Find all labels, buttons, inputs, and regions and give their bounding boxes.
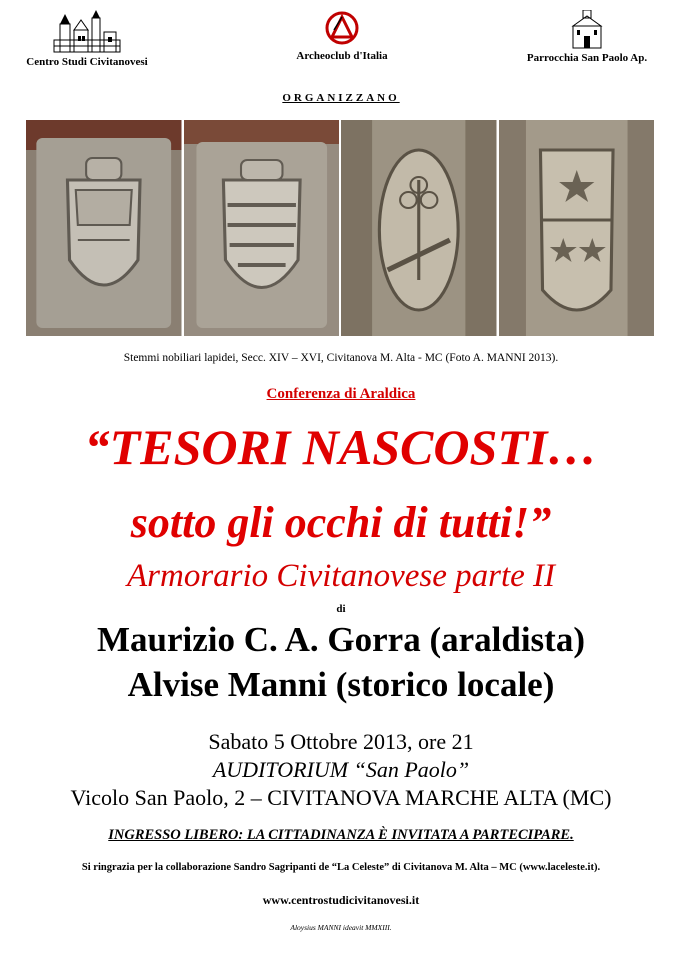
- website-link[interactable]: www.centrostudicivitanovesi.it: [262, 893, 420, 907]
- photo-caption: Stemmi nobiliari lapidei, Secc. XIV – XVI, Civitanova M. Alta - MC (Foto A. MANNI 2013).: [123, 352, 559, 364]
- organizzano-heading: ORGANIZZANO: [282, 92, 400, 104]
- acknowledgements: Si ringrazia per la collaborazione Sandro Sagripanti de “La Celeste” di Civitanova M. Alta – MC (www.laceleste.it).: [81, 862, 601, 873]
- coat-of-arms-photo-4: [499, 120, 655, 336]
- church-icon: [567, 10, 607, 50]
- coat-of-arms-photo-1: [26, 120, 182, 336]
- event-venue: AUDITORIUM “San Paolo”: [212, 757, 470, 782]
- organizer-parrocchia: [502, 10, 672, 64]
- title-line-3: Armorario Civitanovese parte II: [126, 558, 556, 594]
- organizer-centro-studi: [12, 10, 162, 68]
- by-label: di: [336, 603, 346, 615]
- title-line-1: “TESORI NASCOSTI…: [84, 419, 598, 475]
- organizer-right-name: Parrocchia San Paolo Ap.: [526, 52, 648, 64]
- archeoclub-logo-icon: [324, 10, 360, 48]
- speaker-1: Maurizio C. A. Gorra (araldista): [97, 620, 585, 659]
- coats-of-arms-photos: [26, 120, 654, 336]
- organizer-left-name: Centro Studi Civitanovesi: [26, 56, 148, 68]
- free-entry-notice: INGRESSO LIBERO: LA CITTADINANZA È INVITATA A PARTECIPARE.: [108, 827, 574, 843]
- coat-of-arms-photo-2: [184, 120, 340, 336]
- design-credit: Aloysius MANNI ideavit MMXIII.: [290, 923, 392, 932]
- event-date: Sabato 5 Ottobre 2013, ore 21: [208, 729, 474, 754]
- event-address: Vicolo San Paolo, 2 – CIVITANOVA MARCHE ALTA (MC): [70, 785, 612, 810]
- title-line-2: sotto gli occhi di tutti!”: [130, 498, 552, 547]
- conference-subtitle: Conferenza di Araldica: [266, 386, 416, 402]
- town-skyline-icon: [52, 10, 122, 54]
- speaker-2: Alvise Manni (storico locale): [127, 665, 555, 704]
- organizer-middle-name: Archeoclub d'Italia: [296, 50, 388, 62]
- organizer-archeoclub: [272, 10, 412, 62]
- coat-of-arms-photo-3: [341, 120, 497, 336]
